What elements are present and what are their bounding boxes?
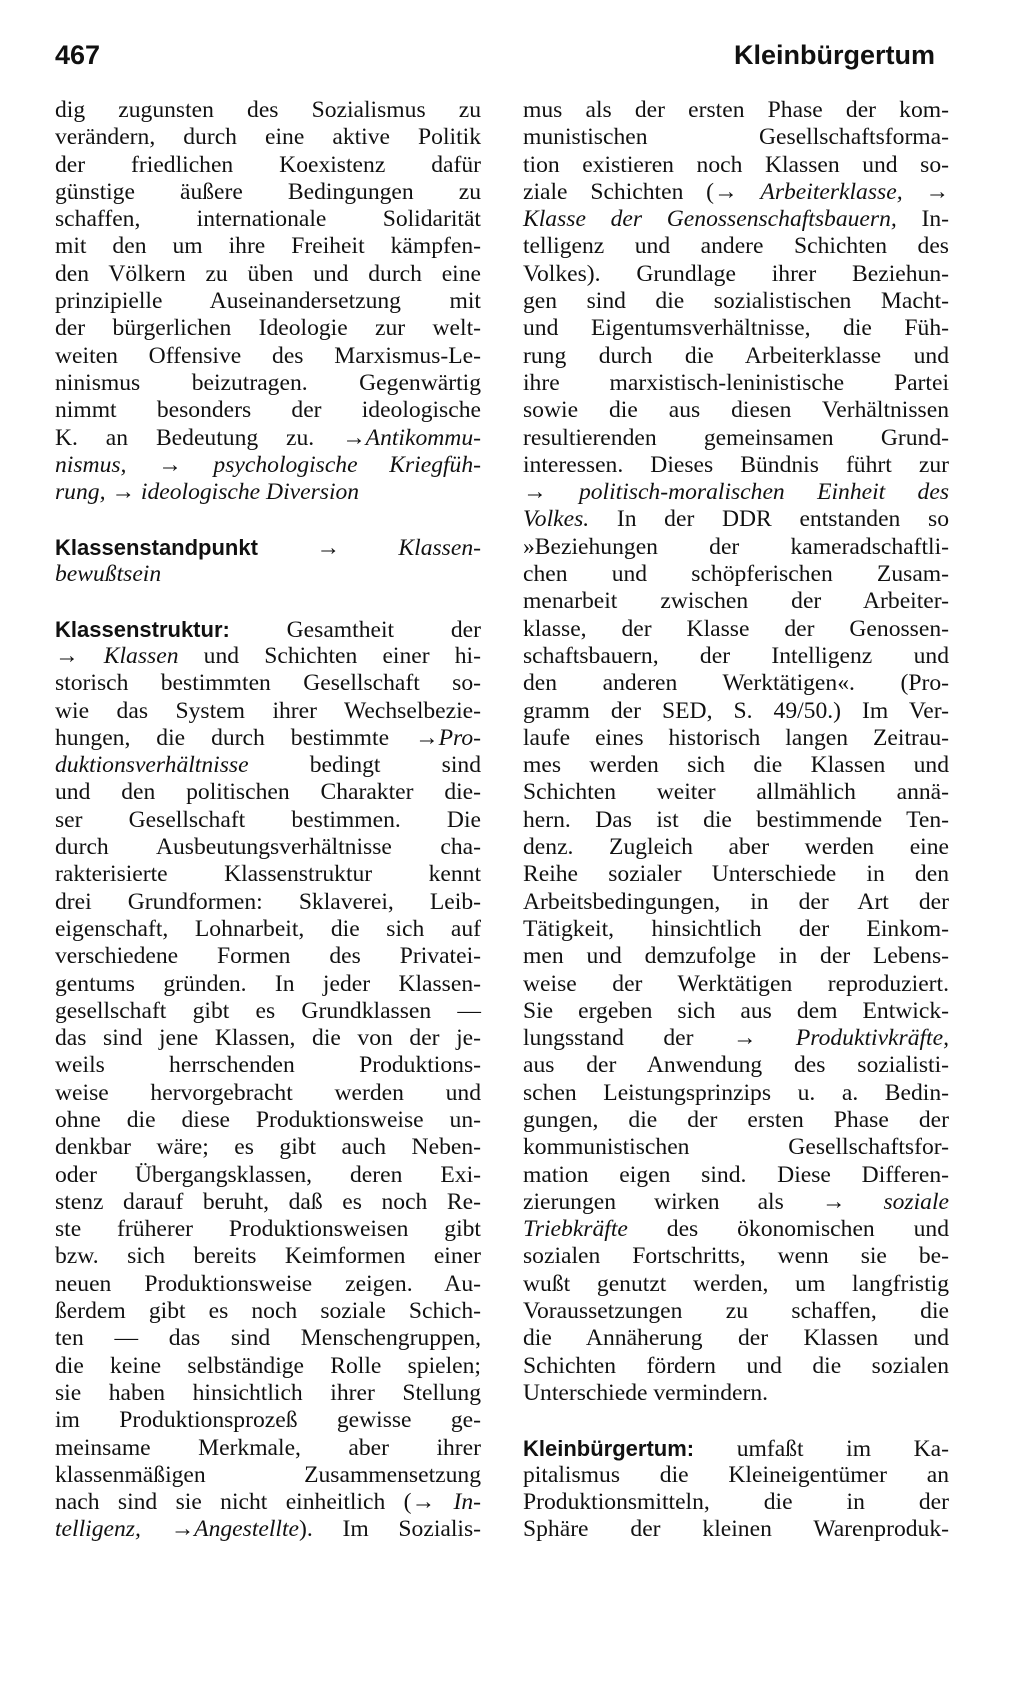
text-line: günstige äußere Bedingungen zu [55,178,481,205]
text-run: ziale Schichten ( [523,178,715,205]
left-column [55,97,481,1544]
text-line: der bürgerlichen Ideologie zur welt- [55,315,481,342]
text-line: rakterisierte Klassenstruktur kennt [55,861,481,888]
paragraph-gap [523,1407,949,1434]
text-line [55,425,481,452]
text-line: schen Leistungsprinzips u. a. Bedin- [523,1079,949,1106]
text-line [523,479,949,506]
text-line: »Beziehungen der kameradschaftli- [523,533,949,560]
arrow-icon: → [158,451,182,478]
cross-reference-link[interactable]: psychologische Kriegfüh- [213,451,481,478]
cross-reference-link[interactable]: Volkes. [523,506,590,533]
text-line: ohne die diese Produktionsweise un- [55,1106,481,1133]
text-line: weise hervorgebracht werden und [55,1079,481,1106]
text-line [55,452,481,479]
text-line: interessen. Dieses Bündnis führt zur [523,451,949,478]
text-line: und Eigentumsverhältnisse, die Füh- [523,315,949,342]
arrow-icon: → [111,479,135,506]
entry-headword: Klassenstruktur: [55,616,230,642]
text-line: dig zugunsten des Sozialismus zu [55,97,481,123]
text-line: nimmt besonders der ideologische [55,397,481,424]
text-line: ten — das sind Menschengruppen, [55,1325,481,1352]
arrow-icon: → [170,1516,195,1543]
text-run: und Schichten einer hi- [203,642,481,669]
text-line: im Produktionsprozeß gewisse ge- [55,1407,481,1434]
text-line: gen sind die sozialistischen Macht- [523,288,949,315]
text-line: sie haben hinsichtlich ihrer Stellung [55,1379,481,1406]
text-line: stenz darauf beruht, daß es noch Re- [55,1188,481,1215]
text-line: meinsame Merkmale, aber ihrer [55,1434,481,1461]
text-line [523,1025,949,1052]
text-line: men und demzufolge in der Lebens- [523,943,949,970]
cross-reference-link[interactable]: Pro- [438,724,481,751]
text-line: mit den um ihre Freiheit kämpfen- [55,233,481,260]
text-line [55,479,481,506]
text-run: zierungen wirken als [523,1188,784,1215]
text-line: ihre marxistisch-leninistische Partei [523,369,949,396]
text-line [55,643,481,670]
text-line: rung durch die Arbeiterklasse und [523,342,949,369]
text-line: sozialen Fortschritts, wenn sie be- [523,1243,949,1270]
text-line [55,752,481,779]
text-line: eigenschaft, Lohnarbeit, die sich auf [55,915,481,942]
text-line: aus der Anwendung des sozialisti- [523,1052,949,1079]
text-line: Sphäre der kleinen Warenproduk- [523,1516,949,1543]
text-line [523,179,949,206]
text-line: tion existieren noch Klassen und so- [523,151,949,178]
text-run: In- [921,206,949,233]
right-column [523,97,949,1544]
text-line: weiten Offensive des Marxismus-Le- [55,342,481,369]
arrow-icon: → [316,534,340,561]
text-line: den Völkern zu üben und durch eine [55,260,481,287]
cross-reference-link[interactable]: Antikommu- [365,424,481,451]
text-run: hungen, die durch bestimmte [55,724,390,751]
text-run: bedingt sind [309,752,481,779]
page-number: 467 [55,40,101,70]
cross-reference-link[interactable]: Klasse der Genossenschaftsbauern, [523,206,897,233]
entry-headword: Klassenstandpunkt [55,534,258,560]
text-line: drei Grundformen: Sklaverei, Leib- [55,888,481,915]
cross-reference-link[interactable]: bewußtsein [55,561,162,588]
text-line: menarbeit zwischen der Arbeiter- [523,588,949,615]
text-line: weils herrschenden Produktions- [55,1052,481,1079]
text-line: mes werden sich die Klassen und [523,752,949,779]
text-line: die keine selbständige Rolle spielen; [55,1352,481,1379]
text-line: schaffen, internationale Solidarität [55,206,481,233]
text-line: prinzipielle Auseinandersetzung mit [55,288,481,315]
cross-reference-link[interactable]: telligenz, [55,1516,141,1543]
text-line [55,561,481,588]
text-line [55,725,481,752]
text-line: gungen, die der ersten Phase der [523,1106,949,1133]
text-run: ). Im Sozialis- [299,1516,481,1543]
text-line: ninismus beizutragen. Gegenwärtig [55,369,481,396]
text-line: verändern, durch eine aktive Politik [55,124,481,151]
text-run: nach sind sie nicht einheitlich ( [55,1489,412,1516]
text-line: Volkes). Grundlage ihrer Beziehun- [523,260,949,287]
text-line: und den politischen Charakter die- [55,779,481,806]
running-head: Kleinbürgertum [733,40,935,70]
text-line: die Annäherung der Klassen und [523,1325,949,1352]
text-line: laufe eines historisch langen Zeitrau- [523,724,949,751]
text-line: gesellschaft gibt es Grundklassen — [55,997,481,1024]
text-line: ßerdem gibt es noch soziale Schich- [55,1298,481,1325]
cross-reference-link[interactable]: ideologische Diversion [140,479,360,506]
cross-reference-link[interactable]: Klassen [103,642,179,669]
cross-reference-link[interactable]: In- [453,1489,481,1516]
text-line: oder Übergangsklassen, deren Exi- [55,1161,481,1188]
text-run: K. an Bedeutung zu. [55,424,315,451]
text-line: Tätigkeit, hinsichtlich der Einkom- [523,915,949,942]
text-line [55,1489,481,1516]
arrow-icon: → [411,1489,436,1516]
text-line: schaftsbauern, der Intelligenz und [523,642,949,669]
entry-klassenstandpunkt [55,534,481,589]
text-run: umfaßt im Ka- [736,1435,949,1462]
text-line [523,506,949,533]
arrow-icon: → [732,1025,757,1052]
text-line: wie das System ihrer Wechselbezie- [55,697,481,724]
text-line: pitalismus die Kleineigentümer an [523,1461,949,1488]
text-line: wußt genutzt werden, um langfristig [523,1270,949,1297]
text-line: denz. Zugleich aber werden eine [523,834,949,861]
arrow-icon: → [415,724,439,751]
text-line: Voraussetzungen zu schaffen, die [523,1298,949,1325]
text-run: In der DDR entstanden so [616,506,949,533]
text-line: gramm der SED, S. 49/50.) Im Ver- [523,697,949,724]
paragraph-gap [55,506,481,533]
text-line: chen und schöpferischen Zusam- [523,561,949,588]
cross-reference-link[interactable]: duktionsverhältnisse [55,752,249,779]
text-line: verschiedene Formen des Privatei- [55,943,481,970]
text-line: mus als der ersten Phase der kom- [523,97,949,123]
arrow-icon: → [925,178,949,205]
text-line: durch Ausbeutungsverhältnisse cha- [55,834,481,861]
text-line [55,616,481,643]
text-line [55,1516,481,1543]
text-line: Sie ergeben sich aus dem Entwick- [523,997,949,1024]
text-line: weise der Werktätigen reproduziert. [523,970,949,997]
text-line [523,206,949,233]
arrow-icon: → [342,424,366,451]
text-line: bzw. sich bereits Keimformen einer [55,1243,481,1270]
cross-reference-link[interactable]: Produktivkräfte, [795,1025,949,1052]
arrow-icon: → [821,1188,846,1215]
text-line: den anderen Werktätigen«. (Pro- [523,670,949,697]
text-run: Gesamtheit der [286,616,481,643]
cross-reference-link[interactable]: rung, [55,479,106,506]
entry-kleinbuergertum [523,1435,949,1544]
text-line: ser Gesellschaft bestimmen. Die [55,806,481,833]
arrow-icon: → [523,479,547,506]
paragraph-gap [55,588,481,615]
text-line: das sind jene Klassen, die von der je- [55,1025,481,1052]
text-line: klasse, der Klasse der Genossen- [523,615,949,642]
text-line: gentums gründen. In jeder Klassen- [55,970,481,997]
text-line [55,534,481,561]
cross-reference-link[interactable]: Klassen- [398,534,481,561]
cross-reference-link[interactable]: Angestellte [194,1516,299,1543]
text-line [523,1216,949,1243]
cross-reference-link[interactable]: Triebkräfte [523,1216,628,1243]
text-line: Unterschiede vermindern. [523,1379,769,1406]
text-line: mation eigen sind. Diese Differen- [523,1161,949,1188]
entry-headword: Kleinbürgertum: [523,1435,695,1461]
cross-reference-link[interactable]: politisch-moralischen Einheit des [578,479,950,506]
text-line: munistischen Gesellschaftsforma- [523,124,949,151]
text-line: storisch bestimmten Gesellschaft so- [55,670,481,697]
text-line: ste früherer Produktionsweisen gibt [55,1216,481,1243]
text-line: Schichten fördern und die sozialen [523,1352,949,1379]
arrow-icon: → [55,642,79,669]
text-line: telligenz und andere Schichten des [523,233,949,260]
text-run: des ökonomischen und [666,1216,950,1243]
text-line: resultierenden gemeinsamen Grund- [523,424,949,451]
page-header [55,40,935,80]
text-line: Produktionsmitteln, die in der [523,1489,949,1516]
text-line: sowie die aus diesen Verhältnissen [523,397,949,424]
entry-continuation [55,97,481,506]
text-line: neuen Produktionsweise zeigen. Au- [55,1270,481,1297]
text-line [523,1435,949,1462]
arrow-icon: → [714,178,738,205]
text-line: der friedlichen Koexistenz dafür [55,151,481,178]
entry-klassenstruktur-continued [523,97,949,1407]
entry-klassenstruktur [55,616,481,1544]
text-line [523,1189,949,1216]
text-line: Arbeitsbedingungen, in der Art der [523,888,949,915]
text-line: klassenmäßigen Zusammensetzung [55,1461,481,1488]
text-run: lungsstand der [523,1025,694,1052]
text-line: denkbar wäre; es gibt auch Neben- [55,1134,481,1161]
text-line: hern. Das ist die bestimmende Ten- [523,806,949,833]
text-line: kommunistischen Gesellschaftsfor- [523,1134,949,1161]
cross-reference-link[interactable]: Arbeiterklasse, [760,178,903,205]
text-line: Reihe sozialer Unterschiede in den [523,861,949,888]
cross-reference-link[interactable]: soziale [883,1188,949,1215]
text-line: Schichten weiter allmählich annä- [523,779,949,806]
cross-reference-link[interactable]: nismus, [55,451,127,478]
